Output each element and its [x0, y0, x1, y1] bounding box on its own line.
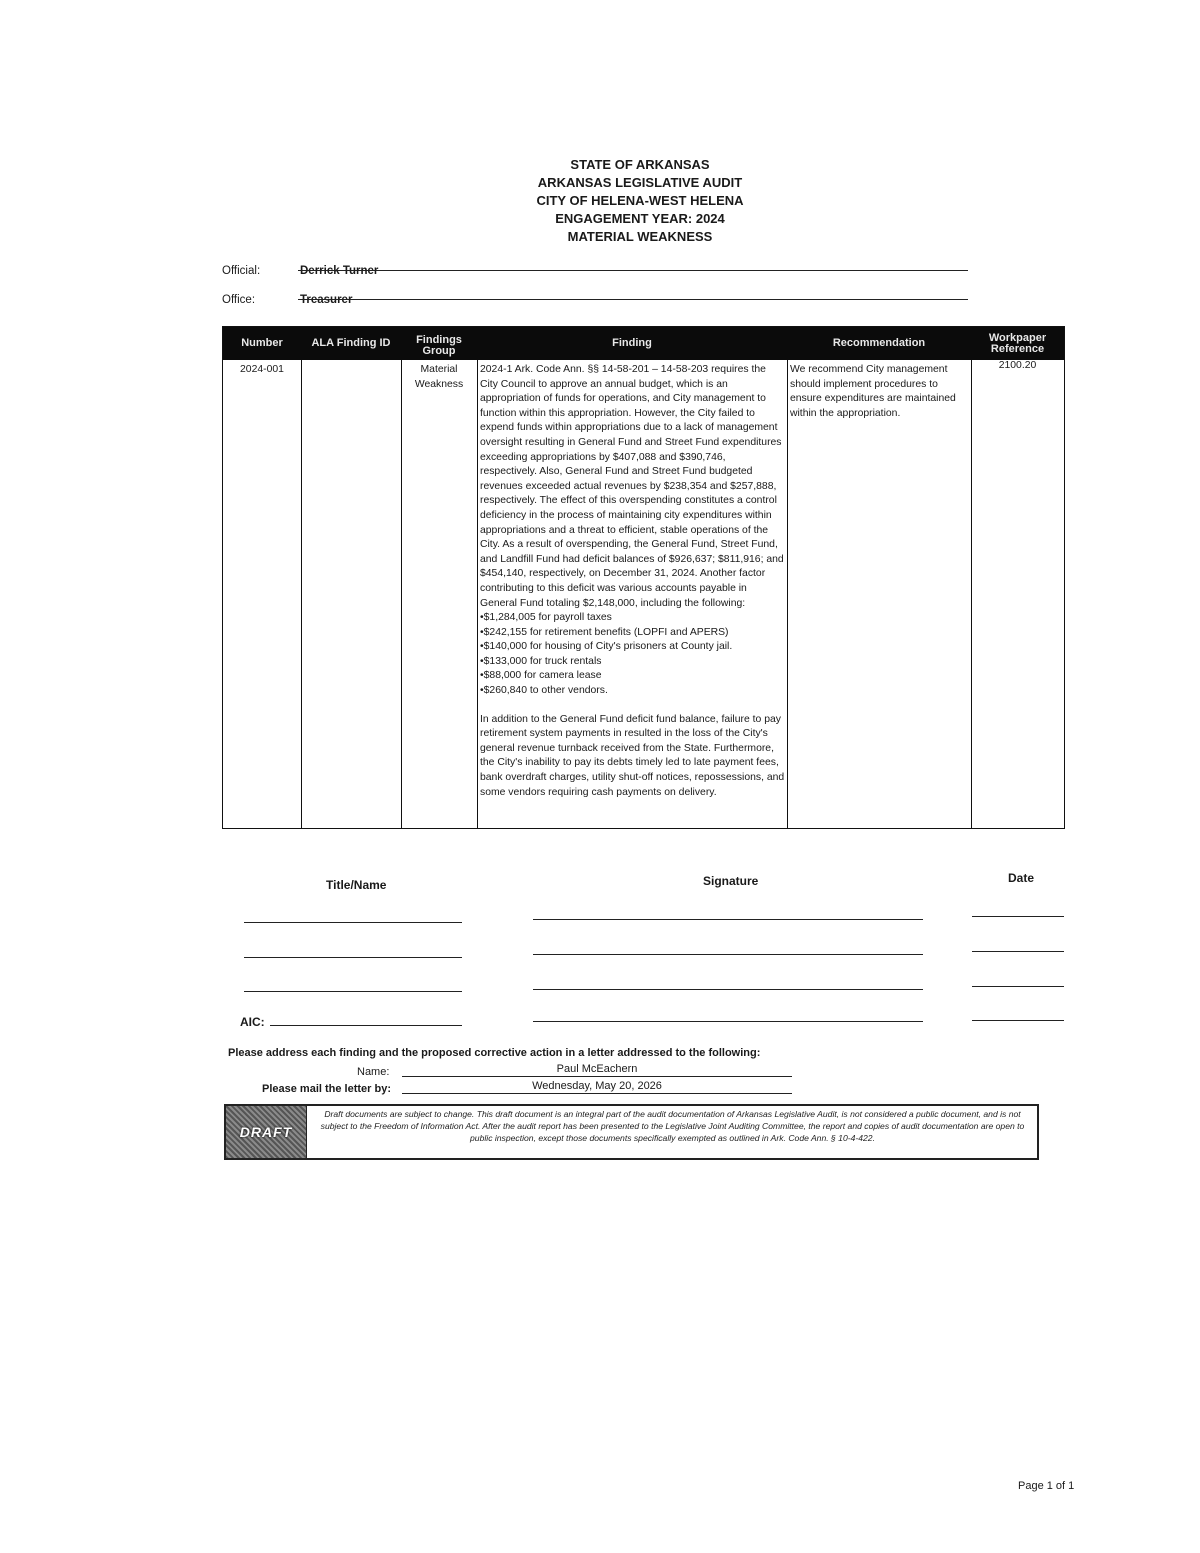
column-divider [477, 360, 478, 828]
official-value: Derrick Turner [300, 265, 379, 277]
finding-bullet-item: •$1,284,005 for payroll taxes [480, 612, 612, 624]
draft-disclaimer-box [224, 1104, 1039, 1160]
column-header-ala-finding-id: ALA Finding ID [311, 337, 391, 349]
address-instruction: Please address each finding and the proposed corrective action in a letter addressed to the following: [228, 1047, 761, 1059]
title-name-line[interactable] [244, 922, 462, 923]
office-value: Treasurer [300, 294, 353, 306]
mail-by-underline [402, 1093, 792, 1094]
column-divider [787, 360, 788, 828]
finding-paragraph: 2024-1 Ark. Code Ann. §§ 14-58-201 – 14-58-203 requires the City Council to approve an annual budget, which is an appropriation of funds for operations, and City management to function within this appropriation. However, the City failed to expend funds within appropriations due to a lack of management oversight resulting in General Fund and Street Fund expenditures exceeding appropriations by $407,088 and $390,746, respectively. Also, General Fund and Street Fund budgeted revenues exceeded actual revenues by $238,354 and $257,888, respectively. The effect of this overspending constitutes a control deficiency in the process of maintaining city expenditures within appropriations and a threat to efficient, stable operations of the City. As a result of overspending, the General Fund, Street Fund, and Landfill Fund had deficit balances of $926,637; $811,916; and $454,140, respectively, on December 31, 2024. Another factor contributing to this deficit was various accounts payable in General Fund totaling $2,148,000, including the following: [480, 364, 784, 609]
draft-badge [226, 1106, 307, 1158]
header-state: STATE OF ARKANSAS [570, 157, 710, 172]
signature-line[interactable] [533, 1021, 923, 1022]
header-finding-type: MATERIAL WEAKNESS [567, 229, 713, 244]
date-heading: Date [1008, 871, 1035, 885]
header-agency: ARKANSAS LEGISLATIVE AUDIT [537, 175, 743, 190]
finding-bullet-item: •$140,000 for housing of City's prisoners at County jail. [480, 641, 733, 653]
column-divider [971, 360, 972, 828]
column-header-number: Number [241, 337, 283, 349]
column-header-recommendation: Recommendation [832, 337, 926, 349]
cell-findings-group: Material Weakness [414, 364, 464, 390]
signature-heading: Signature [703, 874, 759, 888]
aic-label: AIC: [240, 1015, 265, 1029]
finding-bullet-item: •$260,840 to other vendors. [480, 685, 608, 697]
office-underline [298, 299, 968, 300]
official-underline [298, 270, 968, 271]
draft-disclaimer-text: Draft documents are subject to change. This draft document is an integral part of the audit documentation of Arkansas Legislative Audit, is not considered a public document, and is not subject to the Freedom of Information Act. After the audit report has been presented to the Legislative Joint Auditing Committee, the report and copies of audit documentation are open to public inspection, except those documents specifically exempted as outlined in Ark. Code Ann. § 10-4-422. [320, 1109, 1025, 1143]
name-label: Name: [357, 1066, 390, 1078]
signature-line[interactable] [533, 989, 923, 990]
column-divider [301, 360, 302, 828]
cell-finding [480, 363, 785, 800]
document-header [400, 156, 880, 246]
date-line[interactable] [972, 951, 1064, 952]
column-header-findings-group: Findings Group [416, 333, 462, 357]
aic-line[interactable] [270, 1025, 462, 1026]
finding-bullet-item: •$133,000 for truck rentals [480, 655, 602, 667]
office-label: Office: [222, 294, 256, 306]
signature-line[interactable] [533, 954, 923, 955]
cell-number: 2024-001 [240, 364, 284, 375]
title-name-line[interactable] [244, 991, 462, 992]
cell-recommendation: We recommend City management should implement procedures to ensure expenditures are maintained within the appropriation. [790, 364, 956, 419]
official-label: Official: [222, 265, 261, 277]
findings-table [222, 326, 1065, 829]
date-line[interactable] [972, 986, 1064, 987]
mail-by-label: Please mail the letter by: [262, 1083, 391, 1095]
table-header-row [223, 327, 1064, 360]
title-name-heading: Title/Name [326, 878, 387, 892]
header-entity: CITY OF HELENA-WEST HELENA [536, 193, 744, 208]
finding-paragraph: In addition to the General Fund deficit fund balance, failure to pay retirement system payments in resulted in the loss of the City's general revenue turnback received from the State. Furthermore, the City's inability to pay its debts timely led to late payment fees, bank overdraft charges, utility shut-off notices, repossessions, and some vendors requiring cash payments on delivery. [480, 713, 785, 798]
column-divider [401, 360, 402, 828]
header-engagement-year: ENGAGEMENT YEAR: 2024 [555, 211, 725, 226]
column-header-workpaper-reference: Workpaper Reference [988, 331, 1047, 355]
date-line[interactable] [972, 1020, 1064, 1021]
column-header-finding: Finding [612, 337, 652, 349]
cell-workpaper-reference: 2100.20 [998, 360, 1037, 371]
mail-by-date: Wednesday, May 20, 2026 [532, 1080, 662, 1092]
name-value: Paul McEachern [556, 1063, 638, 1075]
date-line[interactable] [972, 916, 1064, 917]
draft-badge-text: DRAFT [239, 1124, 293, 1140]
finding-bullet-item: •$242,155 for retirement benefits (LOPFI and APERS) [480, 626, 729, 638]
finding-bullet-item: •$88,000 for camera lease [480, 670, 602, 682]
title-name-line[interactable] [244, 957, 462, 958]
page-number: Page 1 of 1 [1018, 1480, 1075, 1492]
signature-line[interactable] [533, 919, 923, 920]
name-underline [402, 1076, 792, 1077]
